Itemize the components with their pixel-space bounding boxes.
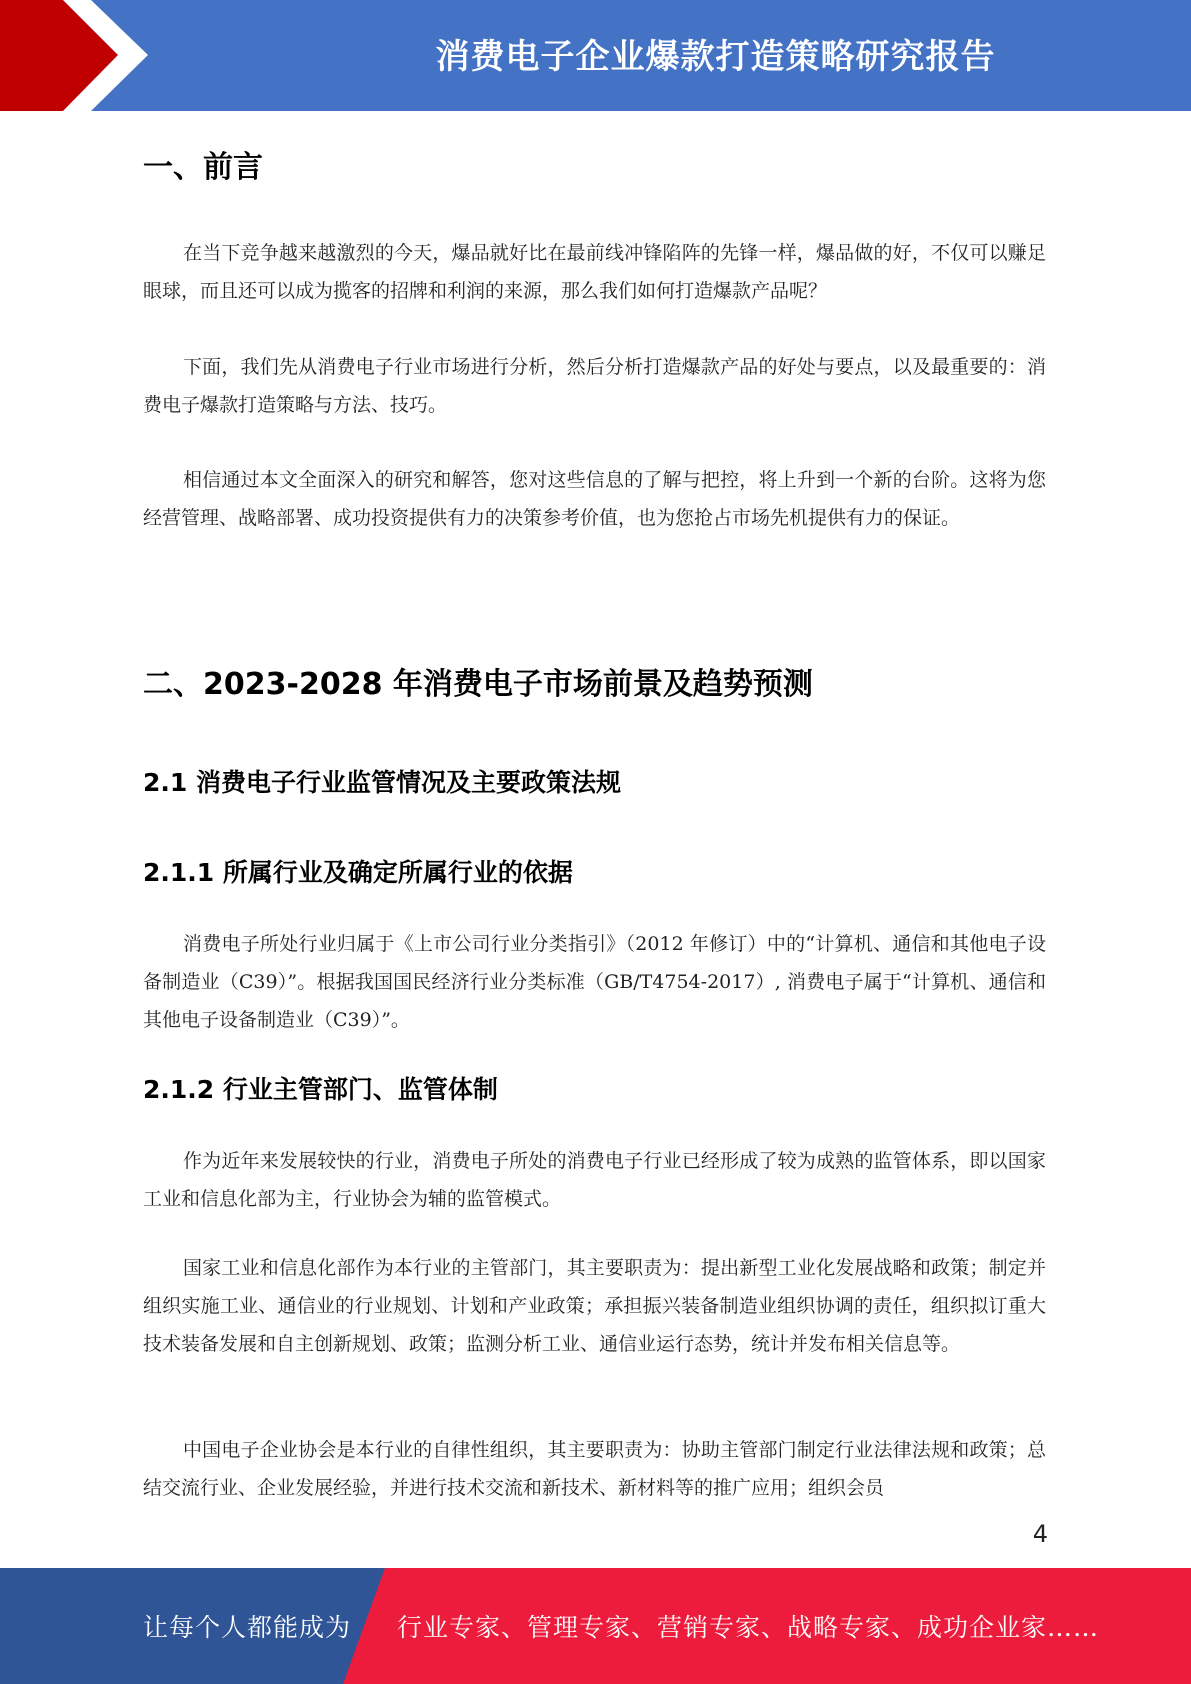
header-arrow-decoration xyxy=(0,0,160,111)
report-title: 消费电子企业爆款打造策略研究报告 xyxy=(435,36,996,77)
paragraph: 下面，我们先从消费电子行业市场进行分析，然后分析打造爆款产品的好处与要点，以及最重要的：消费电子爆款打造策略与方法、技巧。 xyxy=(143,356,1046,416)
footer-banner xyxy=(0,1568,1191,1684)
paragraph: 作为近年来发展较快的行业，消费电子所处的消费电子行业已经形成了较为成熟的监管体系，即以国家工业和信息化部为主，行业协会为辅的监管模式。 xyxy=(143,1150,1046,1210)
section-heading-1: 一、前言 xyxy=(143,150,263,185)
footer-slogan-right: 行业专家、管理专家、营销专家、战略专家、成功企业家…… xyxy=(397,1613,1100,1642)
footer-slogan-left: 让每个人都能成为 xyxy=(143,1613,352,1642)
subsection-heading-2-1-1: 2.1.1 所属行业及确定所属行业的依据 xyxy=(143,858,573,887)
paragraph: 消费电子所处行业归属于《上市公司行业分类指引》（2012 年修订）中的“计算机、通信和其他电子设备制造业（C39）”。根据我国国民经济行业分类标准（GB/T4754-2017）, 消费电子属于“计算机、通信和其他电子设备制造业（C39）”。 xyxy=(143,933,1046,1031)
subsection-heading-2-1: 2.1 消费电子行业监管情况及主要政策法规 xyxy=(143,768,621,797)
paragraph: 中国电子企业协会是本行业的自律性组织，其主要职责为：协助主管部门制定行业法律法规和政策；总结交流行业、企业发展经验，并进行技术交流和新技术、新材料等的推广应用；组织会员 xyxy=(143,1439,1046,1499)
header-banner xyxy=(0,0,1191,111)
paragraph: 在当下竞争越来越激烈的今天，爆品就好比在最前线冲锋陷阵的先锋一样，爆品做的好，不仅可以赚足眼球，而且还可以成为揽客的招牌和利润的来源，那么我们如何打造爆款产品呢？ xyxy=(143,242,1046,302)
section-heading-2: 二、2023-2028 年消费电子市场前景及趋势预测 xyxy=(143,667,813,702)
subsection-heading-2-1-2: 2.1.2 行业主管部门、监管体制 xyxy=(143,1075,498,1104)
page-number: 4 xyxy=(1032,1520,1048,1548)
paragraph: 相信通过本文全面深入的研究和解答，您对这些信息的了解与把控，将上升到一个新的台阶。这将为您经营管理、战略部署、成功投资提供有力的决策参考价值，也为您抢占市场先机提供有力的保证。 xyxy=(143,469,1046,529)
paragraph: 国家工业和信息化部作为本行业的主管部门，其主要职责为：提出新型工业化发展战略和政策；制定并组织实施工业、通信业的行业规划、计划和产业政策；承担振兴装备制造业组织协调的责任，组织拟订重大技术装备发展和自主创新规划、政策；监测分析工业、通信业运行态势，统计并发布相关信息等。 xyxy=(143,1257,1046,1355)
